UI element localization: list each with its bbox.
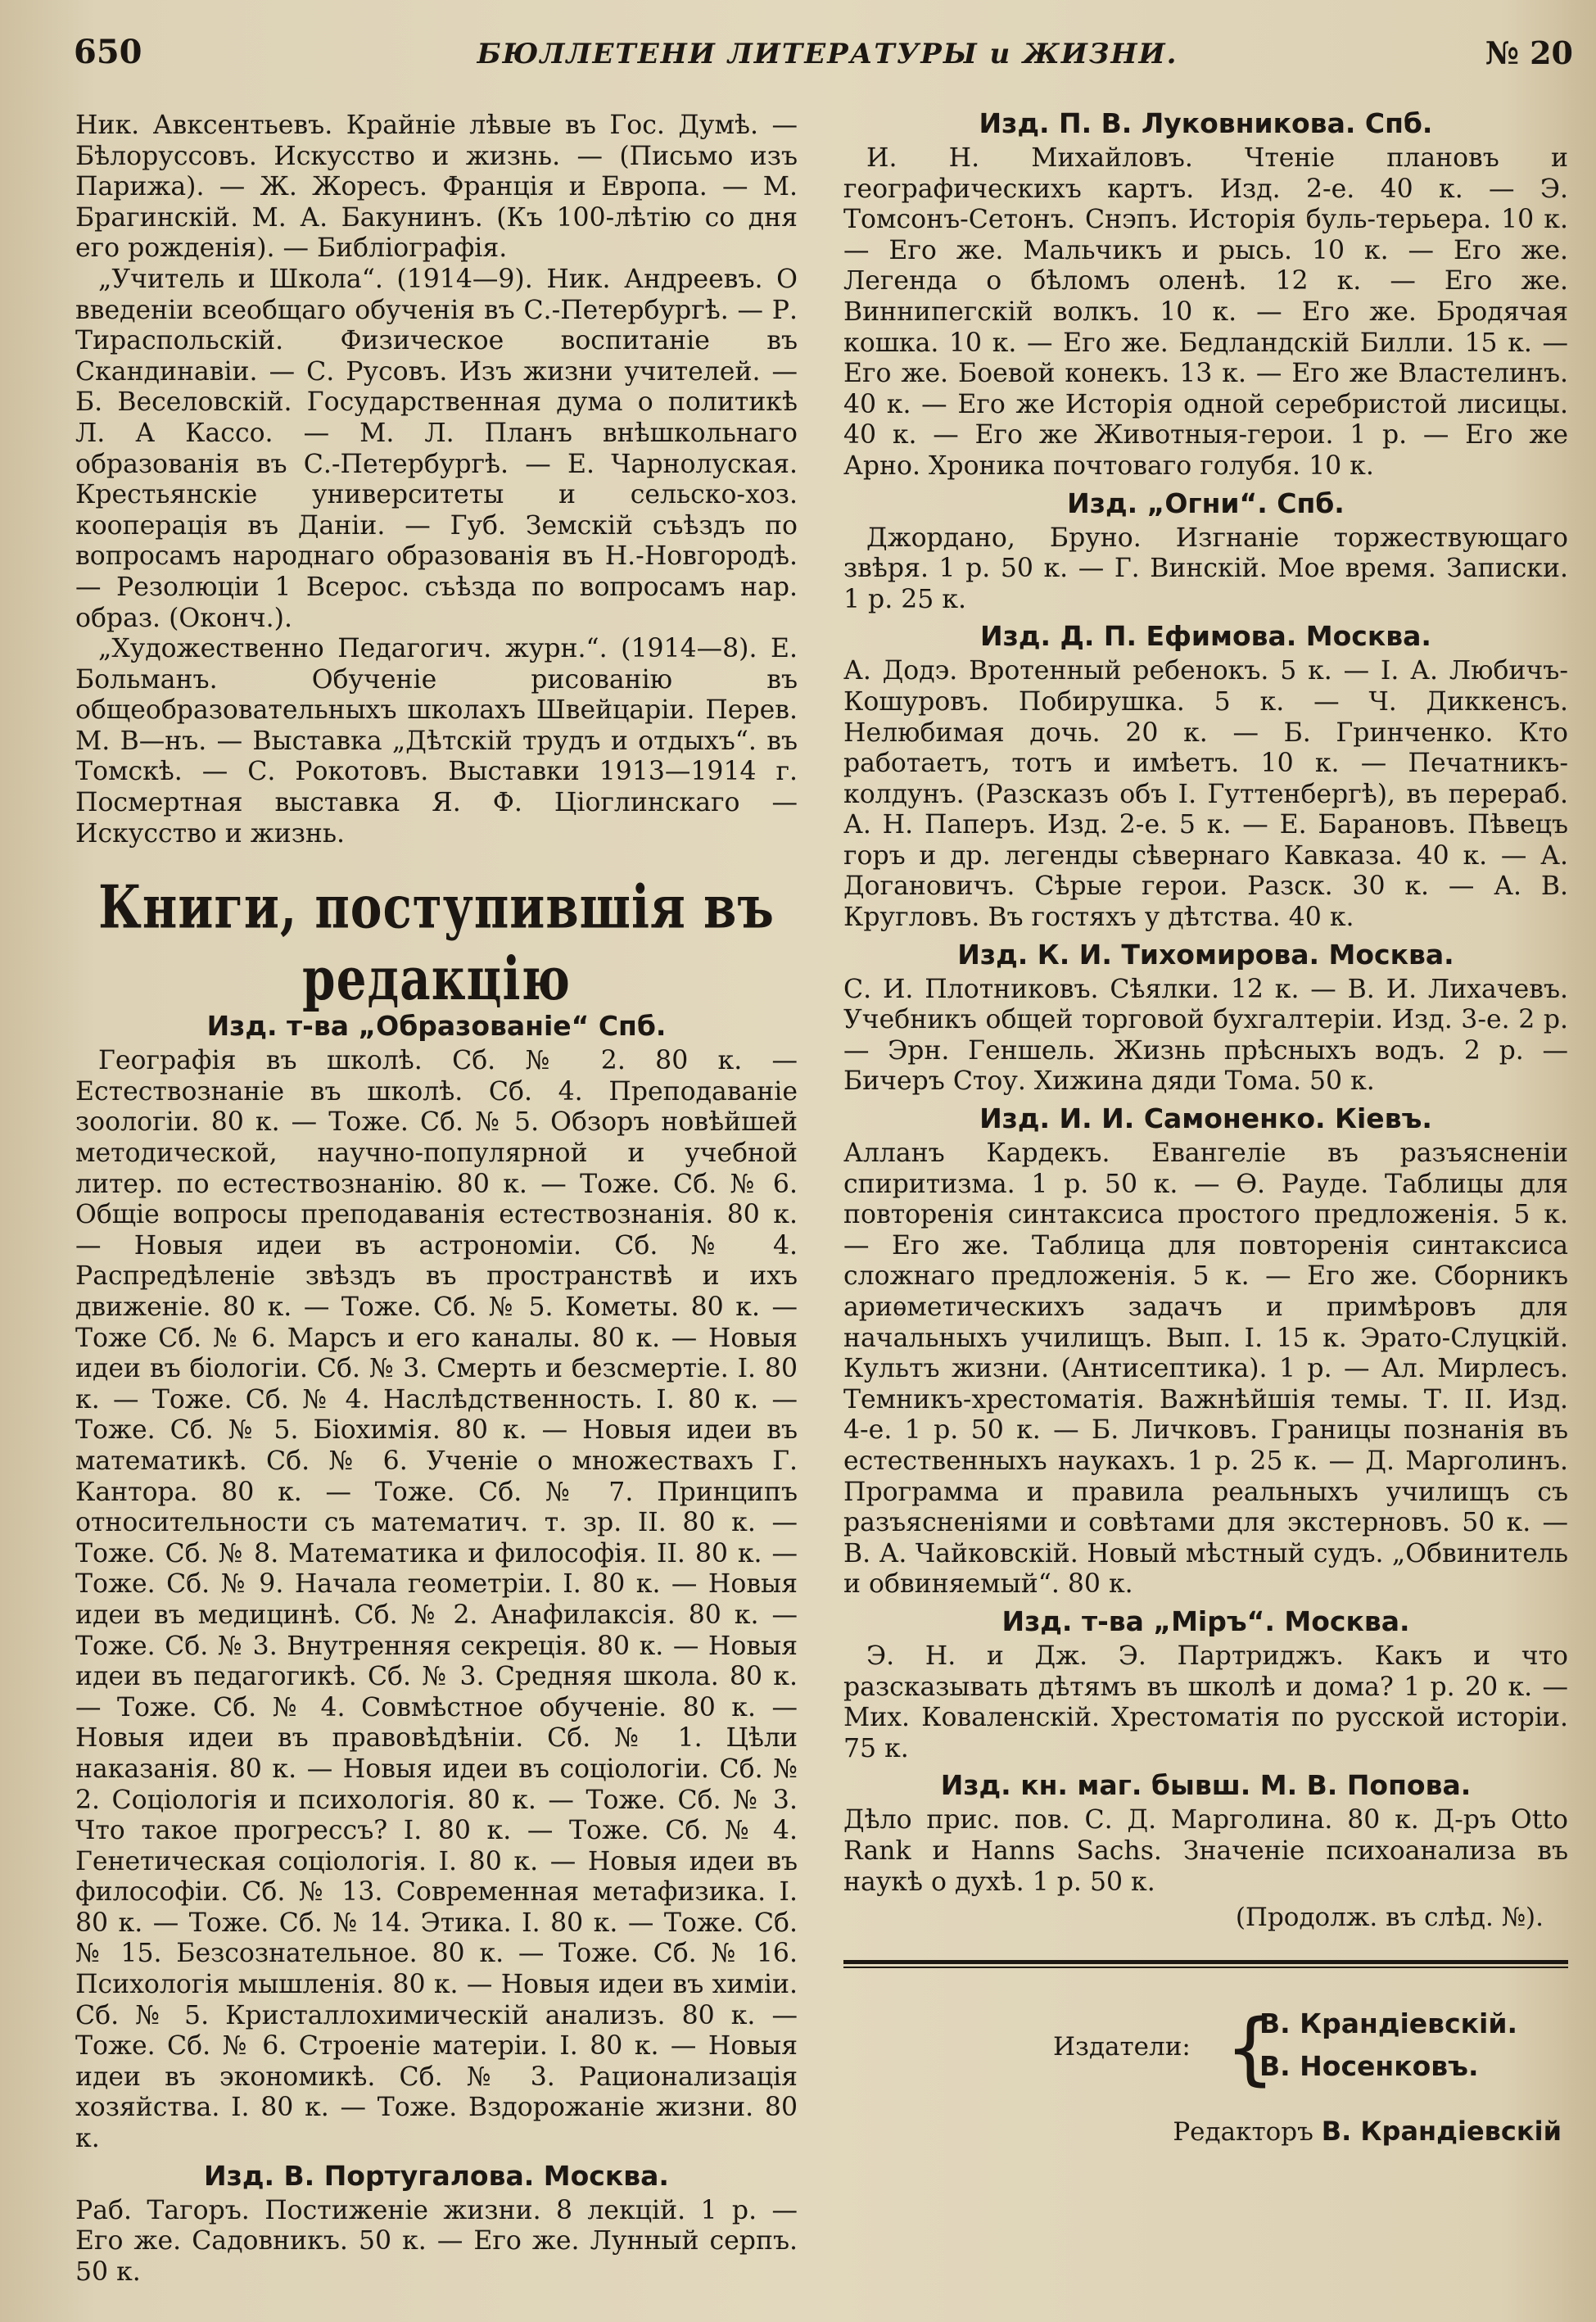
publishers-block — [843, 2001, 1568, 2099]
publisher-heading: Изд. „Огни“. Спб. — [1067, 487, 1345, 519]
publisher-name: В. Носенковъ. — [1259, 2050, 1479, 2083]
brace-icon: { — [1225, 2003, 1276, 2095]
book-list: С. И. Плотниковъ. Сѣялки. 12 к. — В. И. Лихачевъ. Учебникъ общей торговой бухгалтеріи. Изд. 3-е. 2 р. — Эрн. Геншель. Жизнь прѣсныхъ водъ. 2 р. — Бичеръ Стоу. Хижина дяди Тома. 50 к. — [843, 974, 1568, 1097]
book-list: Алланъ Кардекъ. Евангеліе въ разъясненіи спиритизма. 1 р. 50 к. — Ѳ. Рауде. Таблицы для повторенія синтаксиса простого предложенія. 5 к. — Его же. Таблица для повторенія синтаксиса сложнаго предложенія. 5 к. — Его же. Сборникъ ариѳметическихъ задачъ и примѣровъ для начальныхъ училищъ. Вып. I. 15 к. Эрато-Слуцкій. Культъ жизни. (Антисептика). 1 р. — Ал. Мирлесъ. Темникъ-хрестоматія. Важнѣйшія темы. Т. II. Изд. 4-е. 1 р. 50 к. — Б. Личковъ. Границы познанія въ естественныхъ наукахъ. 1 р. 25 к. — Д. Марголинъ. Программа и правила реальныхъ училищъ съ разъясненіями и совѣтами для экстерновъ. 50 к. — В. А. Чайковскій. Новый мѣстный судъ. „Обвинитель и обвиняемый“. 80 к. — [843, 1138, 1568, 1600]
divider-rule — [843, 1960, 1568, 1968]
article-paragraph: „Учитель и Школа“. (1914—9). Ник. Андреевъ. О введеніи всеобщаго обученія въ С.-Петербургѣ. — Р. Тираспольскій. Физическое воспитаніе въ Скандинавіи. — С. Русовъ. Изъ жизни учителей. — Б. Веселовскій. Государственная дума о политикѣ Л. А Кассо. — М. Л. Планъ внѣшкольнаго образованія въ С.-Петербургѣ. — Е. Чарнолуская. Крестьянскіе университеты и сельско-хоз. кооперація въ Даніи. — Губ. Земскій съѣздъ по вопросамъ народнаго образованія въ Н.-Новгородѣ. — Резолюціи 1 Всерос. съѣзда по вопросамъ нар. образ. (Оконч.). — [75, 264, 798, 633]
journal-title: БЮЛЛЕТЕНИ ЛИТЕРАТУРЫ и ЖИЗНИ. — [477, 38, 1178, 70]
publisher-heading: Изд. т-ва „Міръ“. Москва. — [1001, 1605, 1410, 1637]
page-header — [74, 33, 1581, 82]
publisher-heading: Изд. И. И. Самоненко. Кіевъ. — [979, 1102, 1432, 1135]
editor-name: В. Крандіевскій — [1321, 2116, 1562, 2148]
editor-label: Редакторъ — [1173, 2117, 1313, 2148]
article-paragraph: Ник. Авксентьевъ. Крайніе лѣвые въ Гос. Думѣ. — Бѣлоруссовъ. Искусство и жизнь. — (Письмо изъ Парижа). — Ж. Жоресъ. Франція и Европа. — М. Брагинскій. М. А. Бакунинъ. (Къ 100-лѣтію со дня его рожденія). — Библіографія. — [75, 111, 798, 264]
right-column — [843, 107, 1568, 2148]
continued-note: (Продолж. въ слѣд. №). — [1235, 1903, 1544, 1933]
publisher-heading: Изд. Д. П. Ефимова. Москва. — [980, 620, 1431, 653]
section-heading: Книги, поступившія въ редакцію — [98, 872, 775, 1014]
issue-number: № 20 — [1485, 34, 1573, 71]
publisher-heading: Изд. П. В. Луковникова. Спб. — [979, 107, 1433, 139]
left-column — [75, 111, 798, 2288]
book-list: Джордано, Бруно. Изгнаніе торжествующаго звѣря. 1 р. 50 к. — Г. Винскій. Мое время. Записки. 1 р. 25 к. — [843, 523, 1568, 614]
page-number: 650 — [74, 33, 142, 71]
book-list: А. Додэ. Вротенный ребенокъ. 5 к. — I. А. Любичъ-Кошуровъ. Побирушка. 5 к. — Ч. Диккенсъ. Нелюбимая дочь. 20 к. — Б. Гринченко. Кто работаетъ, тотъ и имѣетъ. 10 к. — Печатникъ-колдунъ. (Разсказъ объ I. Гуттенбергѣ), въ перераб. А. Н. Паперъ. Изд. 2-е. 5 к. — Е. Барановъ. Пѣвецъ горъ и др. легенды сѣвернаго Кавказа. 40 к. — А. Догановичъ. Сѣрые герои. Разск. 30 к. — А. В. Кругловъ. Въ гостяхъ у дѣтства. 40 к. — [843, 656, 1568, 933]
book-list: Географія въ школѣ. Сб. № 2. 80 к. — Естествознаніе въ школѣ. Сб. 4. Преподаваніе зоологіи. 80 к. — Тоже. Сб. № 5. Обзоръ новѣйшей методической, научно-популярной и учебной литер. по естествознанію. 80 к. — Тоже. Сб. № 6. Общіе вопросы преподаванія естествознанія. 80 к. — Новыя идеи въ астрономіи. Сб. № 4. Распредѣленіе звѣздъ въ пространствѣ и ихъ движеніе. 80 к. — Тоже. Сб. № 5. Кометы. 80 к. — Тоже Сб. № 6. Марсъ и его каналы. 80 к. — Новыя идеи въ біологіи. Сб. № 3. Смерть и безсмертіе. I. 80 к. — Тоже. Сб. № 4. Наслѣдственность. I. 80 к. — Тоже. Сб. № 5. Біохимія. 80 к. — Новыя идеи въ математикѣ. Сб. № 6. Ученіе о множествахъ Г. Кантора. 80 к. — Тоже. Сб. № 7. Принципъ относительности съ математич. т. зр. II. 80 к. — Тоже. Сб. № 8. Математика и философія. II. 80 к. — Тоже. Сб. № 9. Начала геометріи. I. 80 к. — Новыя идеи въ медицинѣ. Сб. № 2. Анафилаксія. 80 к. — Тоже. Сб. № 3. Внутренняя секреція. 80 к. — Новыя идеи въ педагогикѣ. Сб. № 3. Средняя школа. 80 к. — Тоже. Сб. № 4. Совмѣстное обученіе. 80 к. — Новыя идеи въ правовѣдѣніи. Сб. № 1. Цѣли наказанія. 80 к. — Новыя идеи въ соціологіи. Сб. № 2. Соціологія и психологія. 80 к. — Тоже. Сб. № 3. Что такое прогрессъ? I. 80 к. — Тоже. Сб. № 4. Генетическая соціологія. I. 80 к. — Новыя идеи въ философіи. Сб. № 13. Современная метафизика. I. 80 к. — Тоже. Сб. № 14. Этика. I. 80 к. — Тоже. Сб. № 15. Безсознательное. 80 к. — Тоже. Сб. № 16. Психологія мышленія. 80 к. — Новыя идеи въ химіи. Сб. № 5. Кристаллохимическій анализъ. 80 к. — Тоже. Сб. № 6. Строеніе матеріи. I. 80 к. — Новыя идеи въ экономикѣ. Сб. № 3. Рационализація хозяйства. I. 80 к. — Тоже. Вздорожаніе жизни. 80 к. — [75, 1046, 798, 2154]
publisher-heading: Изд. т-ва „Образованіе“ Спб. — [206, 1010, 667, 1043]
publisher-heading: Изд. В. Португалова. Москва. — [204, 2159, 669, 2192]
publisher-heading: Изд. кн. маг. бывш. М. В. Попова. — [940, 1769, 1472, 1802]
book-list: Э. Н. и Дж. Э. Партриджъ. Какъ и что разсказывать дѣтямъ въ школѣ и дома? 1 р. 20 к. — Мих. Коваленскій. Хрестоматія по русской исторіи. 75 к. — [843, 1641, 1568, 1763]
book-list: Дѣло прис. пов. С. Д. Марголина. 80 к. Д-ръ Otto Rank и Hanns Sachs. Значеніе психоанализа въ наукѣ о духѣ. 1 р. 50 к. — [843, 1805, 1568, 1897]
publisher-heading: Изд. К. И. Тихомирова. Москва. — [957, 938, 1454, 971]
article-paragraph: „Художественно Педагогич. журн.“. (1914—8). Е. Больманъ. Обученіе рисованію въ общеобразовательныхъ школахъ Швейцаріи. Перев. М. В—нъ. — Выставка „Дѣтскій трудъ и отдыхъ“. въ Томскѣ. — С. Рокотовъ. Выставки 1913—1914 г. Посмертная выставка Я. Ф. Ціоглинскаго — Искусство и жизнь. — [75, 634, 798, 849]
book-list: Раб. Тагоръ. Постиженіе жизни. 8 лекцій. 1 р. — Его же. Садовникъ. 50 к. — Его же. Лунный серпъ. 50 к. — [75, 2195, 798, 2287]
book-list: И. Н. Михайловъ. Чтеніе плановъ и географическихъ картъ. Изд. 2-е. 40 к. — Э. Томсонъ-Сетонъ. Снэпъ. Исторія буль-терьера. 10 к. — Его же. Мальчикъ и рысь. 10 к. — Его же. Легенда о бѣломъ оленѣ. 12 к. — Его же. Виннипегскій волкъ. 10 к. — Его же. Бродячая кошка. 10 к. — Его же. Бедландскій Билли. 15 к. — Его же. Боевой конекъ. 13 к. — Его же Властелинъ. 40 к. — Его же Исторія одной серебристой лисицы. 40 к. — Его же Животныя-герои. 1 р. — Его же Арно. Хроника почтоваго голубя. 10 к. — [843, 143, 1568, 481]
publishers-label: Издатели: — [1053, 2032, 1191, 2062]
publisher-name: В. Крандіевскій. — [1259, 2007, 1517, 2040]
editor-line — [843, 2116, 1568, 2147]
